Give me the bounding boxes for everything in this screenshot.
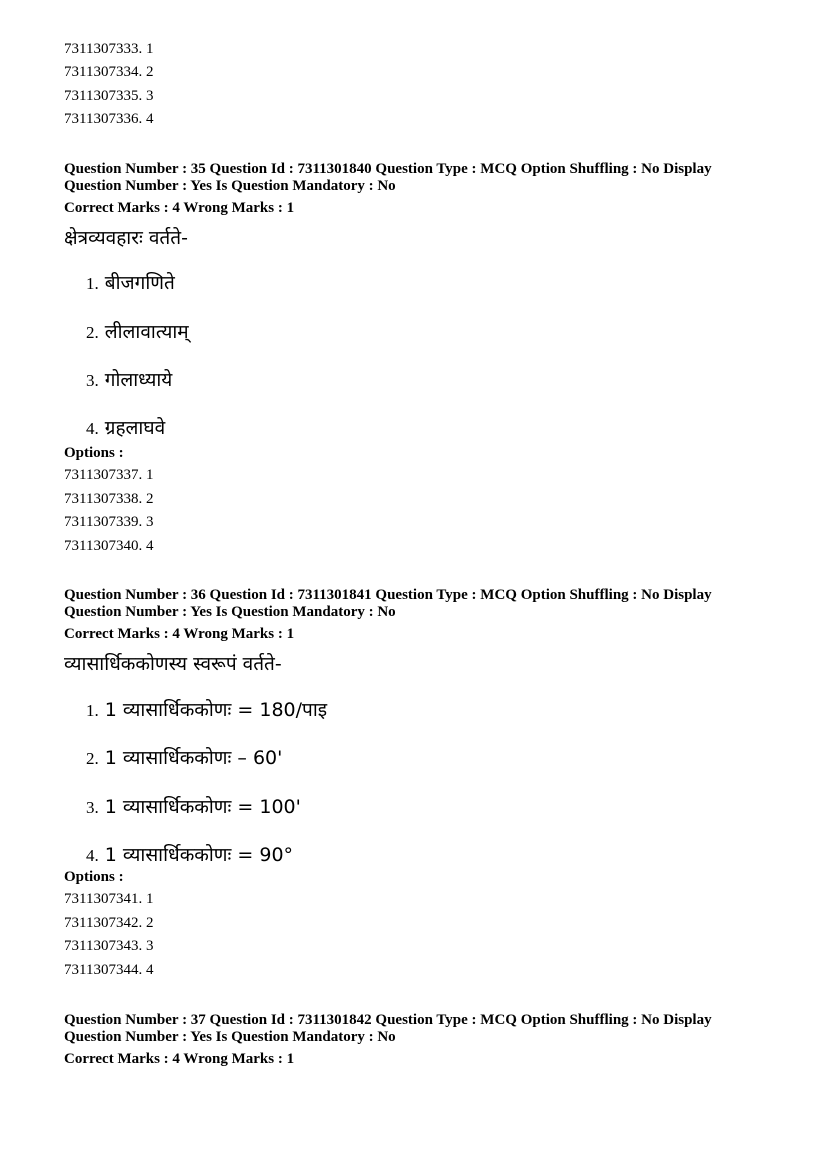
option-id-line: 7311307342. 2 <box>64 915 154 931</box>
question-37-header-line2: Question Number : Yes Is Question Mandatory : No <box>64 1029 396 1045</box>
question-36-header-line2: Question Number : Yes Is Question Mandatory : No <box>64 604 396 620</box>
option-id-line: 7311307338. 2 <box>64 491 154 507</box>
choice-text: ग्रहलाघवे <box>104 417 166 439</box>
option-id-line: 7311307337. 1 <box>64 467 154 483</box>
options-label: Options : <box>64 869 124 885</box>
question-35-marks: Correct Marks : 4 Wrong Marks : 1 <box>64 200 295 216</box>
choice-number: 3. <box>86 798 99 817</box>
choice-text: गोलाध्याये <box>104 369 173 391</box>
option-id-line: 7311307343. 3 <box>64 938 154 954</box>
choice-number: 2. <box>86 749 99 768</box>
question-35-choice-3 <box>86 367 172 394</box>
question-35-choice-1 <box>86 270 175 297</box>
question-36-choice-1 <box>86 697 327 724</box>
question-36-choice-4 <box>86 842 293 869</box>
question-36-choice-2 <box>86 745 282 772</box>
options-label: Options : <box>64 445 124 461</box>
choice-number: 4. <box>86 419 99 438</box>
choice-number: 4. <box>86 846 99 865</box>
question-35-choice-2 <box>86 319 189 346</box>
option-id-line: 7311307336. 4 <box>64 111 154 127</box>
question-37-marks: Correct Marks : 4 Wrong Marks : 1 <box>64 1051 295 1067</box>
choice-number: 1. <box>86 701 99 720</box>
question-36-choice-3 <box>86 794 301 821</box>
choice-text: 1 व्यासार्धिककोणः = 180/पाइ <box>104 699 328 721</box>
choice-text: 1 व्यासार्धिककोणः = 100' <box>104 796 301 818</box>
option-id-line: 7311307333. 1 <box>64 41 154 57</box>
question-36-text: व्यासार्धिककोणस्य स्वरूपं वर्तते- <box>64 653 282 675</box>
choice-text: बीजगणिते <box>104 272 175 294</box>
option-id-line: 7311307335. 3 <box>64 88 154 104</box>
option-id-line: 7311307339. 3 <box>64 514 154 530</box>
question-36-marks: Correct Marks : 4 Wrong Marks : 1 <box>64 626 295 642</box>
choice-text: लीलावात्याम् <box>104 321 189 343</box>
option-id-line: 7311307340. 4 <box>64 538 154 554</box>
option-id-line: 7311307334. 2 <box>64 64 154 80</box>
choice-number: 1. <box>86 274 99 293</box>
choice-number: 2. <box>86 323 99 342</box>
question-35-header-line2: Question Number : Yes Is Question Mandatory : No <box>64 178 396 194</box>
choice-number: 3. <box>86 371 99 390</box>
question-37-header-line1: Question Number : 37 Question Id : 7311301842 Question Type : MCQ Option Shuffling : No Display <box>64 1012 712 1028</box>
question-35-choice-4 <box>86 415 165 442</box>
question-35-text: क्षेत्रव्यवहारः वर्तते- <box>64 227 188 249</box>
option-id-line: 7311307341. 1 <box>64 891 154 907</box>
option-id-line: 7311307344. 4 <box>64 962 154 978</box>
question-36-header-line1: Question Number : 36 Question Id : 7311301841 Question Type : MCQ Option Shuffling : No Display <box>64 587 712 603</box>
choice-text: 1 व्यासार्धिककोणः = 90° <box>104 844 294 866</box>
choice-text: 1 व्यासार्धिककोणः – 60' <box>104 747 283 769</box>
question-35-header-line1: Question Number : 35 Question Id : 7311301840 Question Type : MCQ Option Shuffling : No Display <box>64 161 712 177</box>
